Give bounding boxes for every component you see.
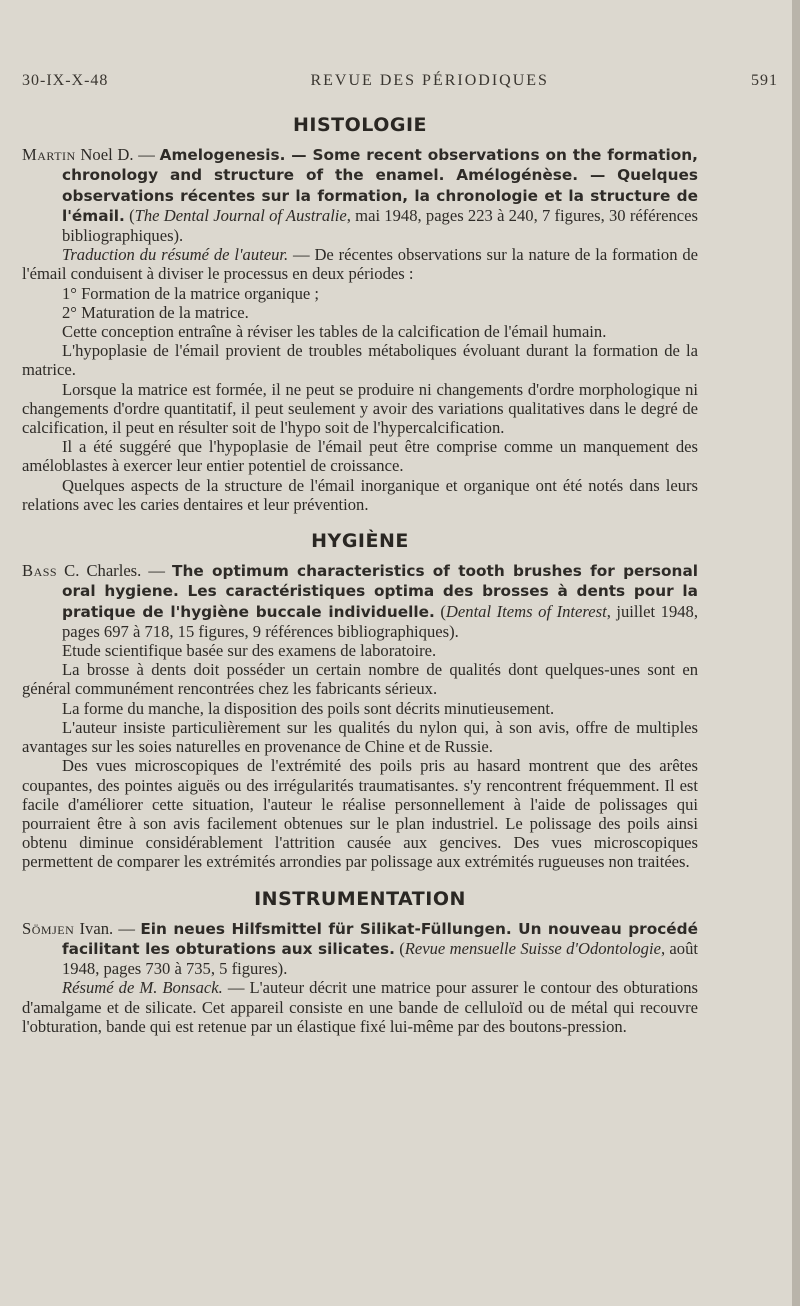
section-heading-instrumentation: INSTRUMENTATION bbox=[254, 887, 466, 910]
bibliographic-entry bbox=[22, 561, 698, 641]
entry-author-surname: Sömjen bbox=[22, 918, 75, 938]
bibliographic-entry bbox=[22, 145, 698, 245]
running-header bbox=[22, 72, 778, 90]
section-heading-histologie: HISTOLOGIE bbox=[293, 114, 427, 136]
entry-journal: The Dental Journal of Australie bbox=[134, 205, 347, 225]
paragraph-text: — L'auteur décrit une matrice pour assurer le contour des obturations d'amalgame et de silicate. Cet appareil consiste en une bande de celluloïd ou de métal qui recouvre l'obturation, bande qui est retenue par un élastique fixé lui-même par des boutons-pression. bbox=[22, 978, 699, 1036]
entry-author-surname: Bass bbox=[22, 561, 58, 581]
abstract-paragraph: Il a été suggéré que l'hypoplasie de l'émail peut être comprise comme un manquement des améloblastes à exercer leur entier potentiel de croissance. bbox=[22, 437, 698, 476]
entry-reference: , mai 1948, pages 223 à 240, 7 figures, 30 références bibliographiques). bbox=[62, 205, 698, 246]
section-heading-hygiene: HYGIÈNE bbox=[311, 530, 409, 553]
header-journal-title: REVUE DES PÉRIODIQUES bbox=[310, 72, 549, 89]
entry-reference: , juillet 1948, pages 697 à 718, 15 figures, 9 références bibliographiques). bbox=[62, 601, 699, 641]
abstract-paragraph: Lorsque la matrice est formée, il ne peut se produire ni changements d'ordre morphologique ni changements d'ordre quantitatif, il peut seulement y avoir des variations qualitatives dans le degré de calcification, il peut en résulter soit de l'hypo soit de l'hypercalcification. bbox=[22, 379, 698, 438]
bibliographic-entry bbox=[22, 919, 698, 979]
abstract-paragraph: Des vues microscopiques de l'extrémité des poils pris au hasard montrent que des arêtes coupantes, des pointes aiguës ou des irrégularités traumatisantes. s'y rencontrent fréquemment. Il est facile d'améliorer cette situation, l'auteur le réalise personnellement à l'aide de polissages qui pourraient être à son avis facilement obtenues sur le plan industriel. Le polissage des poils ainsi obtenu diminue considérablement l'attrition causée aux gencives. Des vues microscopiques permettent de comparer les extrémités arrondies par polissage aux extrémités rugueuses non traitées. bbox=[22, 756, 698, 872]
entry-note: Etude scientifique basée sur des examens de laboratoire. bbox=[62, 641, 437, 661]
entry-ref-open: ( bbox=[394, 938, 405, 958]
abstract-paragraph: La forme du manche, la disposition des poils sont décrits minutieusement. bbox=[62, 698, 555, 718]
paragraph-lead: Traduction du résumé de l'auteur. bbox=[62, 245, 289, 265]
entry-journal: Revue mensuelle Suisse d'Odontologie bbox=[404, 938, 661, 958]
entry-title: Amelogenesis. — Some recent observations on the formation, chronology and structure of the enamel. Amélogénèse. — Quelques observations récentes sur la formation, la chronologie et la structure de l'émail. bbox=[62, 146, 698, 225]
entry-ref-open: ( bbox=[124, 205, 135, 225]
page-edge bbox=[792, 0, 800, 1306]
entry-title: Ein neues Hilfsmittel für Silikat-Füllungen. Un nouveau procédé facilitant les obturations aux silicates. bbox=[62, 919, 698, 958]
entry-journal: Dental Items of Interest bbox=[445, 601, 607, 621]
entry-author-rest: C. Charles. — bbox=[57, 561, 173, 581]
abstract-paragraph: Quelques aspects de la structure de l'émail inorganique et organique ont été notés dans leurs relations avec les caries dentaires et leur prévention. bbox=[22, 475, 698, 514]
abstract-paragraph bbox=[22, 978, 698, 1036]
abstract-paragraph: L'auteur insiste particulièrement sur les qualités du nylon qui, à son avis, offre de multiples avantages sur les soies naturelles en provenance de Chine et de Russie. bbox=[22, 717, 698, 757]
entry-title: The optimum characteristics of tooth brushes for personal oral hygiene. Les caractéristiques optima des brosses à dents pour la pratique de l'hygiène buccale individuelle. bbox=[62, 562, 699, 621]
text-column bbox=[22, 108, 698, 1036]
abstract-paragraph: La brosse à dents doit posséder un certain nombre de qualités dont quelques-unes sont en général communément rencontrées chez les fabricants sérieux. bbox=[22, 660, 698, 699]
entry-author-rest: Ivan. — bbox=[74, 918, 141, 938]
entry-author-rest: Noel D. — bbox=[75, 145, 160, 165]
abstract-paragraph: L'hypoplasie de l'émail provient de troubles métaboliques évoluant durant la formation de la matrice. bbox=[22, 341, 698, 380]
abstract-paragraph: 1° Formation de la matrice organique ; bbox=[62, 283, 320, 303]
paragraph-lead: Résumé de M. Bonsack. bbox=[62, 978, 223, 998]
abstract-paragraph: 2° Maturation de la matrice. bbox=[62, 302, 249, 322]
entry-ref-open: ( bbox=[434, 601, 446, 621]
page-number: 591 bbox=[751, 72, 778, 89]
abstract-paragraph: Cette conception entraîne à réviser les tables de la calcification de l'émail humain. bbox=[62, 322, 607, 342]
entry-author-surname: Martin bbox=[22, 145, 76, 165]
entry-reference: , août 1948, pages 730 à 735, 5 figures). bbox=[62, 938, 699, 979]
abstract-paragraph bbox=[22, 245, 698, 283]
paragraph-text: — De récentes observations sur la nature de la formation de l'émail conduisent à diviser le processus en deux périodes : bbox=[22, 245, 698, 284]
header-date: 30-IX-X-48 bbox=[22, 72, 109, 89]
